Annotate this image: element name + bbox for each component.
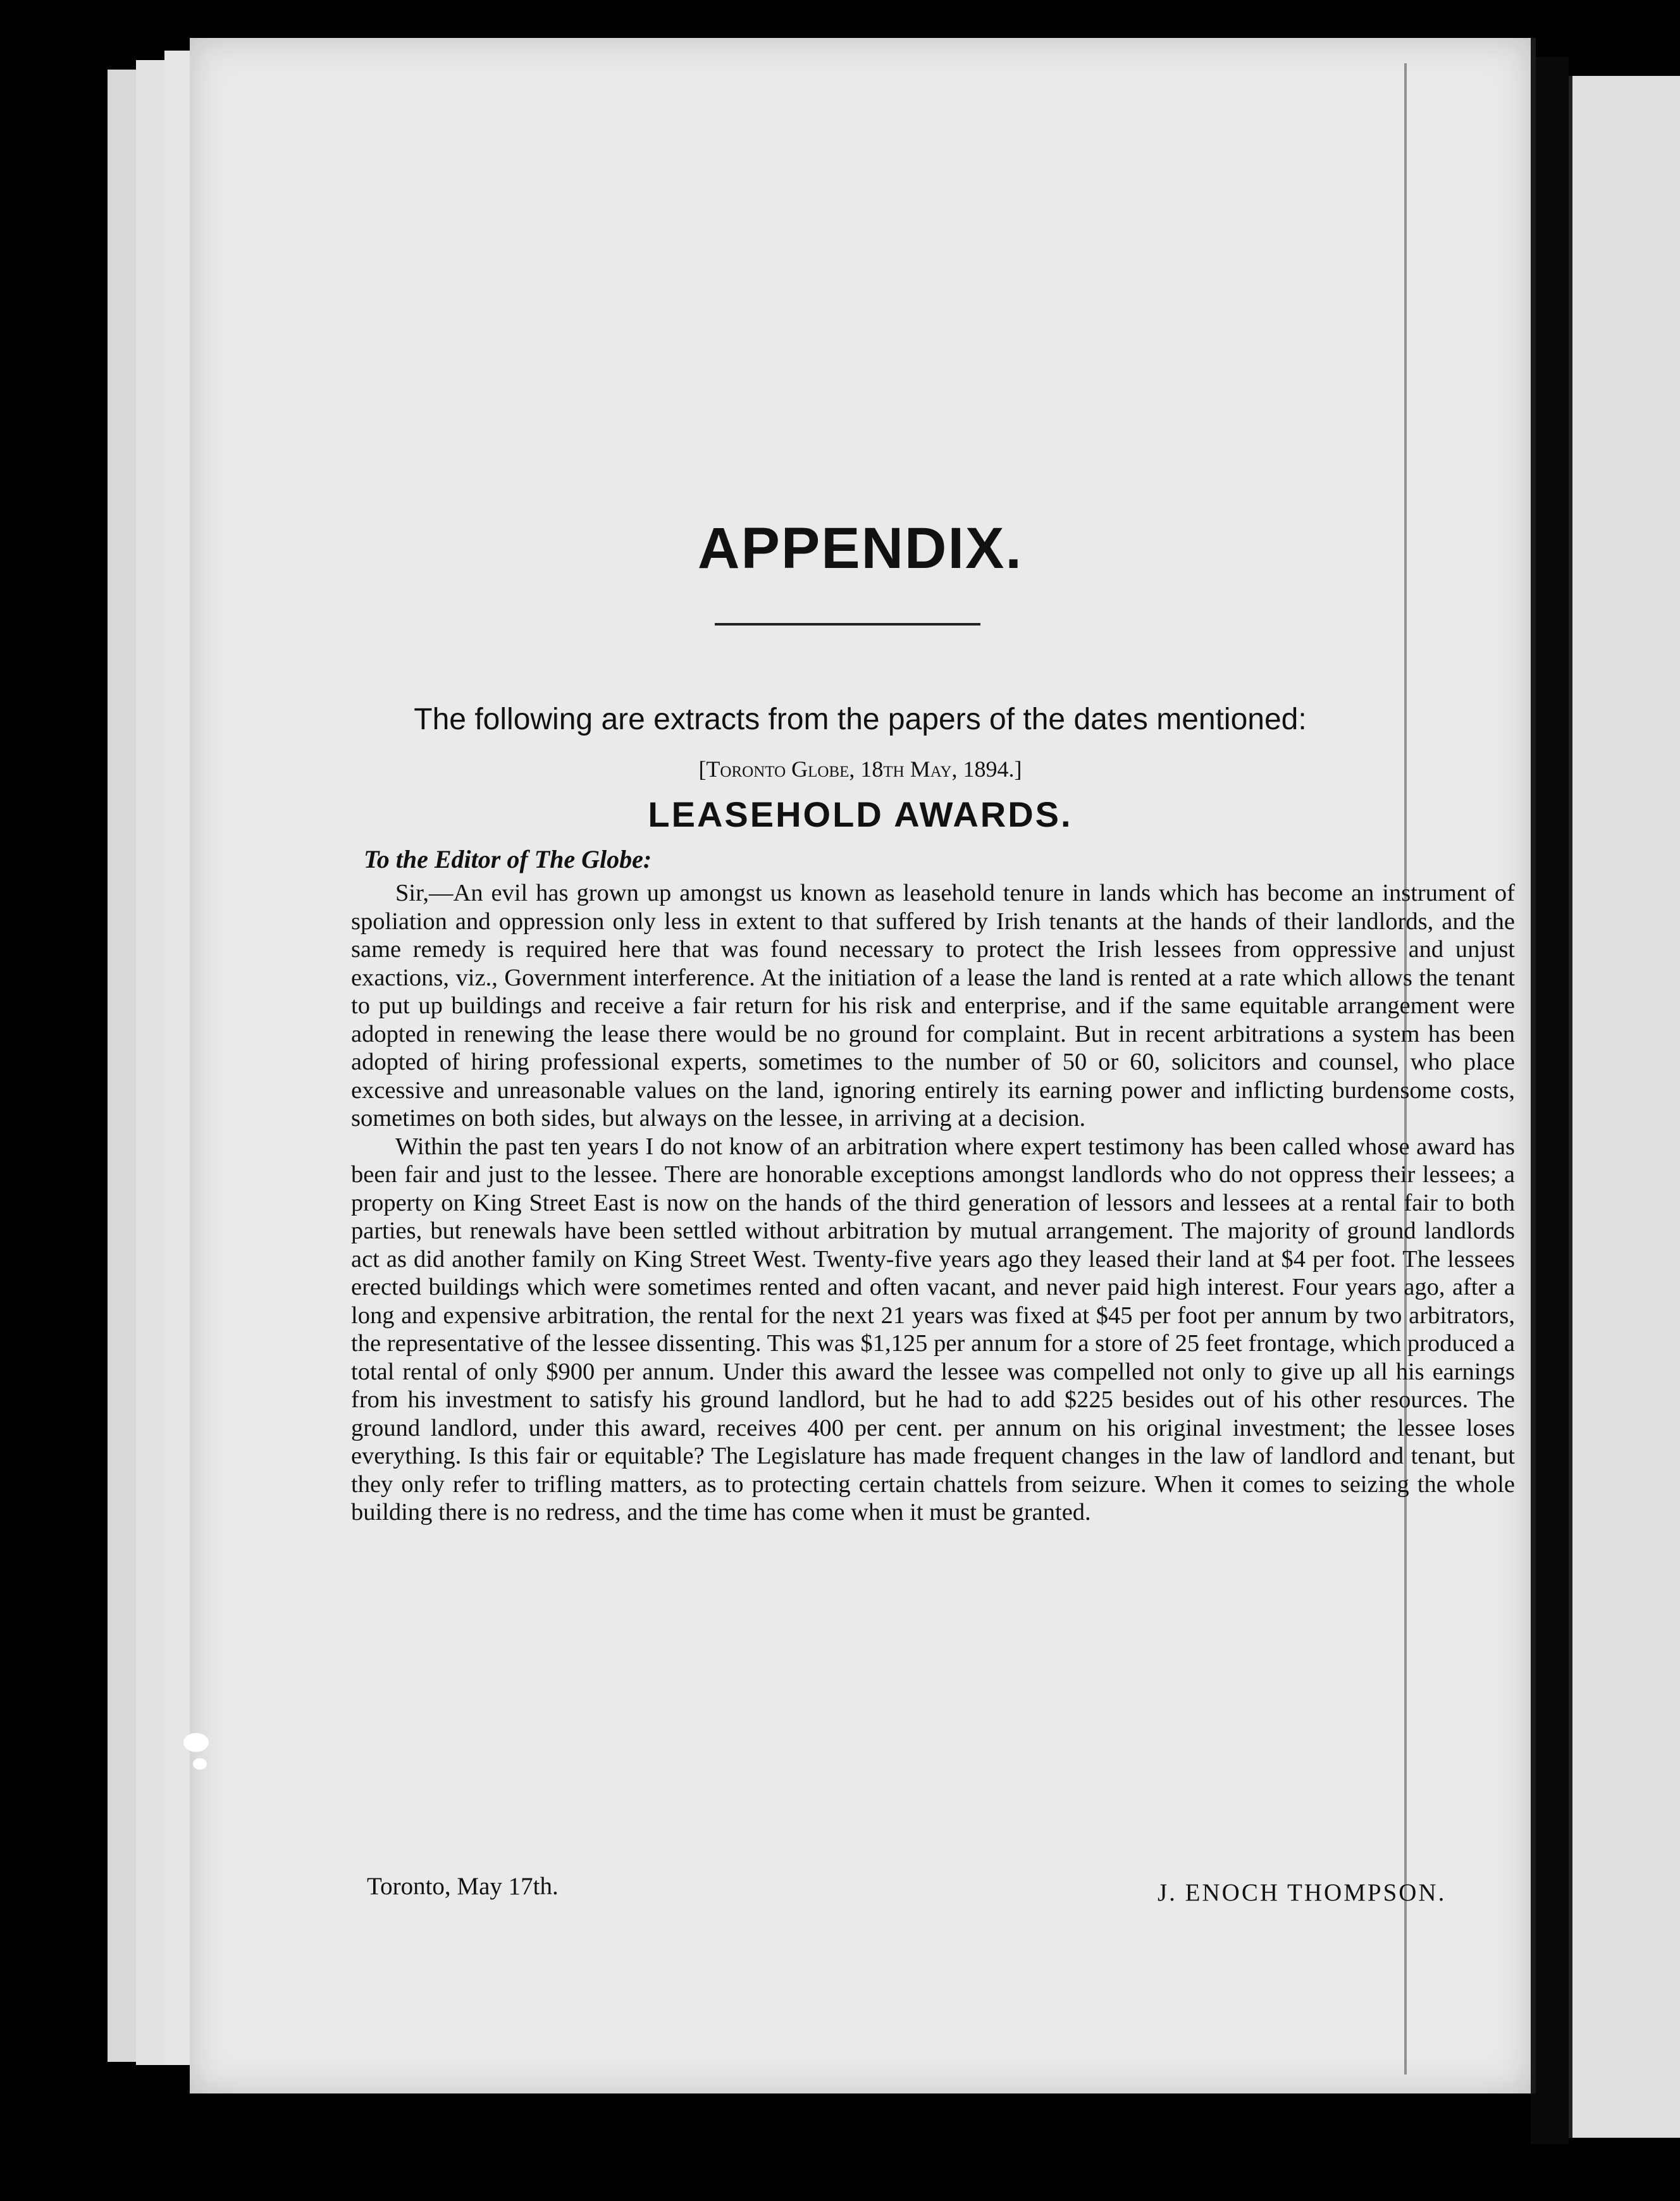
intro-line: The following are extracts from the papers of the dates mentioned: [414, 703, 1307, 736]
paper-damage [183, 1733, 209, 1752]
paragraph: Sir,—An evil has grown up amongst us known as leasehold tenure in lands which has become an instrument of spoliation and oppression only less in extent to that suffered by Irish tenants at the hands of their landlords, and the same remedy is required here that was found necessary to protect the Irish lessees from oppressive and unjust exactions, viz., Government interference. At the initiation of a lease the land is rented at a rate which allows the tenant to put up buildings and receive a fair return for his risk and enterprise, and if the same equitable arrangement were adopted in renewing the lease there would be no ground for complaint. But in recent arbitrations a system has been adopted of hiring professional experts, sometimes to the number of 50 or 60, solicitors and counsel, who place excessive and unreasonable values on the land, ignoring entirely its earning power and inflicting burdensome costs, sometimes on both sides, but always on the lessee, in arriving at a decision. [351, 880, 1515, 1131]
binding-gutter [1531, 57, 1569, 2144]
paper-damage [193, 1758, 207, 1770]
paragraph: Within the past ten years I do not know of an arbitration where expert testimony has been called whose award has been fair and just to the lessee. There are honorable exceptions amongst landlords who do not oppress their lessees; a property on King Street East is now on the hands of the third generation of lessors and lessees at a rental fair to both parties, but renewals have been settled without arbitration by mutual arrangement. The majority of ground landlords act as did another family on King Street West. Twenty-five years ago they leased their land at $4 per foot. The lessees erected buildings which were sometimes rented and often vacant, and never paid high interest. Four years ago, after a long and expensive arbitration, the rental for the next 21 years was fixed at $45 per foot per annum by two arbitrators, the representative of the lessee dissenting. This was $1,125 per annum for a store of 25 feet frontage, which produced a total rental of only $900 per annum. Under this award the lessee was compelled not only to give up all his earnings from his investment to satisfy his ground landlord, but he had to add $225 besides out of his other resources. The ground landlord, under this award, receives 400 per cent. per annum on his original investment; the lessee loses everything. Is this fair or equitable? The Legislature has made frequent changes in the law of landlord and tenant, but they only refer to trifling matters, as to protecting certain chattels from seizure. When it comes to seizing the whole building there is no redress, and the time has come when it must be granted. [351, 1133, 1515, 1526]
heading-rule [715, 623, 980, 626]
appendix-heading: APPENDIX. [698, 516, 1023, 581]
salutation: To the Editor of The Globe: [364, 845, 652, 873]
place-date: Toronto, May 17th. [367, 1873, 559, 1900]
facing-page [1569, 76, 1680, 2138]
signature: J. ENOCH THOMPSON. [1158, 1879, 1447, 1906]
article-title: LEASEHOLD AWARDS. [648, 794, 1073, 834]
source-citation: [Toronto Globe, 18th May, 1894.] [698, 756, 1022, 782]
letter-body [351, 879, 1515, 1527]
document-page [190, 38, 1536, 2093]
